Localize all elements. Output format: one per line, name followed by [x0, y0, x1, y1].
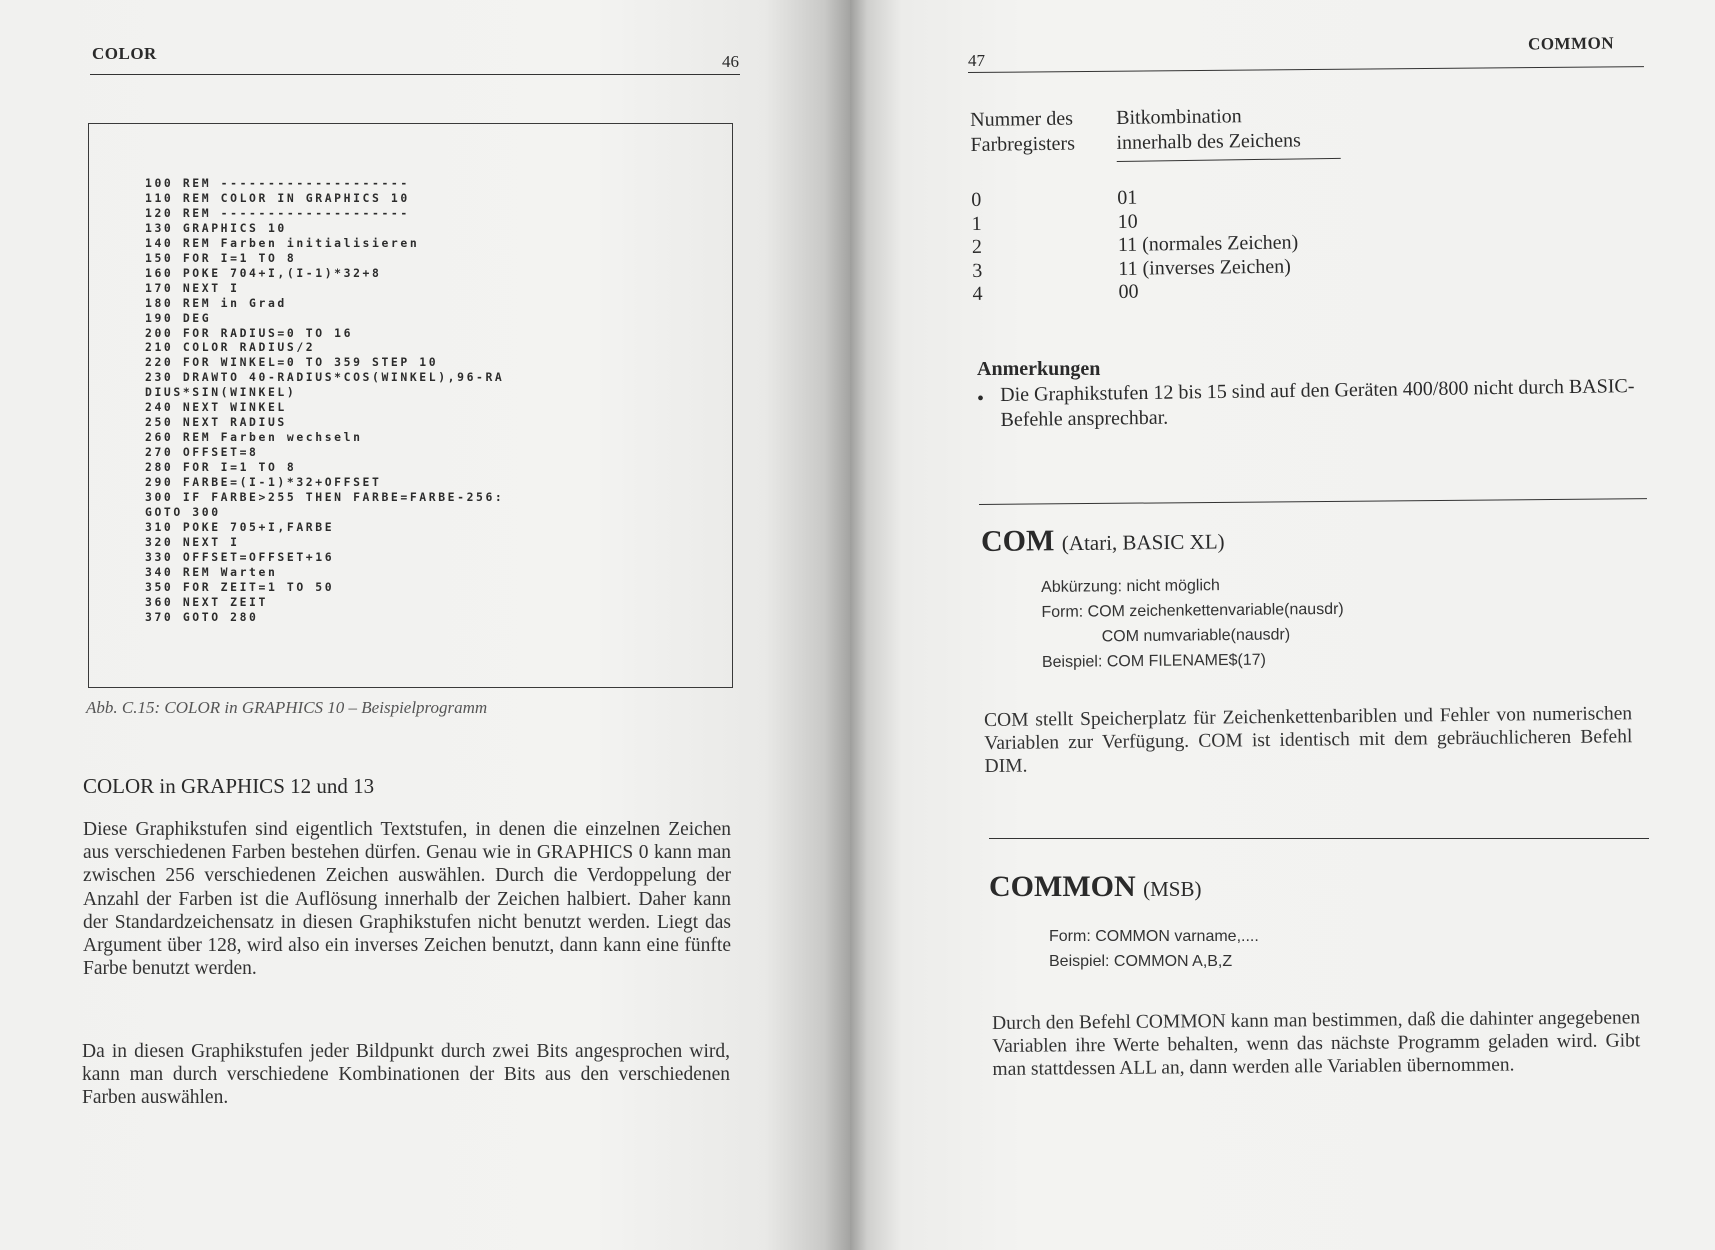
com-syntax-example: Beispiel: COM FILENAME$(17) [1041, 651, 1267, 671]
com-title-text: COM [980, 524, 1055, 558]
running-header-title: COMMON [1527, 33, 1615, 54]
table-cell-register: 2 [971, 235, 983, 258]
right-page [850, 0, 1715, 1250]
listing-line: 360 NEXT ZEIT [145, 594, 268, 609]
section-divider [989, 838, 1649, 839]
table-cell-bits: 01 [1117, 186, 1138, 209]
common-syntax-form: Form: COMMON varname,.... [1049, 928, 1259, 945]
table-cell-bits: 10 [1117, 210, 1138, 233]
listing-line: 250 NEXT RADIUS [145, 415, 287, 430]
listing-line: 140 REM Farben initialisieren [145, 235, 420, 250]
figure-caption: Abb. C.15: COLOR in GRAPHICS 10 – Beispielprogramm [86, 698, 488, 717]
listing-line: 150 FOR I=1 TO 8 [145, 250, 297, 265]
listing-line: 160 POKE 704+I,(I-1)*32+8 [145, 265, 382, 280]
listing-line: 320 NEXT I [145, 534, 240, 549]
listing-line: 300 IF FARBE>255 THEN FARBE=FARBE-256: [145, 490, 505, 505]
common-syntax [1049, 924, 1549, 974]
page-number: 46 [722, 52, 739, 71]
listing-line: 100 REM -------------------- [145, 176, 410, 190]
table-cell-bits: 11 (normales Zeichen) [1117, 231, 1299, 256]
table-cell-register: 1 [971, 212, 982, 235]
table-cell-bits: 11 (inverses Zeichen) [1118, 255, 1291, 280]
table-cell-register: 0 [971, 188, 982, 211]
notes-heading: Anmerkungen [977, 358, 1101, 380]
table-row [971, 182, 1391, 211]
notes-bullet-text: Die Graphikstufen 12 bis 15 sind auf den Geräten 400/800 nicht durch BASIC-Befehle ansprechbar. [1000, 375, 1635, 431]
table-header-rule [1117, 158, 1341, 162]
com-subtitle: (Atari, BASIC XL) [1061, 529, 1225, 556]
table-cell-register: 4 [972, 282, 983, 305]
listing-line: 310 POKE 705+I,FARBE [145, 519, 335, 534]
common-subtitle: (MSB) [1143, 877, 1202, 901]
listing-line: GOTO 300 [145, 504, 221, 519]
listing-line: 280 FOR I=1 TO 8 [145, 460, 297, 475]
program-listing [145, 176, 504, 625]
listing-line: 180 REM in Grad [145, 295, 287, 310]
listing-line: 220 FOR WINKEL=0 TO 359 STEP 10 [145, 355, 439, 370]
listing-line: 240 NEXT WINKEL [145, 400, 287, 415]
table-header-register: Nummer des Farbregisters [970, 107, 1076, 156]
section-heading: COLOR in GRAPHICS 12 und 13 [83, 774, 375, 798]
bullet-marker: • [977, 388, 985, 410]
table-cell-register: 3 [972, 259, 983, 282]
table-row [971, 206, 1391, 235]
header-rule [968, 66, 1644, 73]
common-title [989, 870, 1202, 904]
common-description: Durch den Befehl COMMON kann man bestimmen, daß die dahinter angegebenen Variablen ihre Werte behalten, wenn das nächste Programm geladen wird. Gibt man stattdessen ALL an, dann werden alle Variablen übernommen. [992, 1007, 1641, 1081]
listing-line: 270 OFFSET=8 [145, 445, 259, 460]
listing-line: 350 FOR ZEIT=1 TO 50 [145, 579, 335, 594]
common-title-text: COMMON [989, 870, 1136, 903]
body-paragraph-1: Diese Graphikstufen sind eigentlich Textstufen, in denen die einzelnen Zeichen aus verschiedenen Farben bestehen dürfen. Genau wie in GRAPHICS 0 kann man zwischen 256 verschiedenen Zeichen auswählen. Durch die Verdoppelung der Anzahl der Farben ist die Auflösung innerhalb der Zeichen halbiert. Daher kann der Standardzeichensatz in diesen Graphikstufen nicht benutzt werden. Liegt das Argument über 128, wird also ein inverses Zeichen benutzt, dann kann eine fünfte Farbe benutzt werden. [83, 819, 731, 980]
listing-line: 290 FARBE=(I-1)*32+OFFSET [145, 475, 382, 490]
common-syntax-example: Beispiel: COMMON A,B,Z [1049, 953, 1233, 970]
table-cell-bits: 00 [1118, 280, 1139, 303]
com-syntax-form: Form: COM zeichenkettenvariable(nausdr) [1041, 600, 1344, 621]
header-rule [90, 74, 740, 75]
listing-line: 170 NEXT I [145, 280, 240, 295]
listing-line: 260 REM Farben wechseln [145, 430, 363, 445]
com-syntax-abbr: Abkürzung: nicht möglich [1041, 577, 1220, 596]
listing-line: 330 OFFSET=OFFSET+16 [145, 549, 335, 564]
listing-line: 190 DEG [145, 310, 212, 325]
com-title [981, 522, 1225, 559]
listing-line: 340 REM Warten [145, 564, 278, 579]
listing-line: 370 GOTO 280 [145, 609, 259, 624]
listing-line: DIUS*SIN(WINKEL) [145, 385, 297, 400]
section-divider [979, 498, 1647, 505]
program-listing-box [88, 123, 733, 688]
body-paragraph-2: Da in diesen Graphikstufen jeder Bildpunkt durch zwei Bits angesprochen wird, kann man durch verschiedene Kombinationen der Bits aus den verschiedenen Farben auswählen. [82, 1041, 730, 1109]
page-number: 47 [968, 51, 985, 70]
table-header-bits: Bitkombination innerhalb des Zeichens [1115, 105, 1302, 154]
running-header-title: COLOR [92, 44, 157, 63]
listing-line: 110 REM COLOR IN GRAPHICS 10 [145, 190, 410, 205]
com-syntax [1041, 570, 1542, 675]
com-syntax-form-alt: COM numvariable(nausdr) [1101, 626, 1291, 646]
listing-line: 120 REM -------------------- [145, 205, 410, 220]
table-row [971, 229, 1392, 258]
color-register-table [970, 102, 1390, 305]
listing-line: 210 COLOR RADIUS/2 [145, 340, 316, 355]
left-page [0, 0, 850, 1250]
com-description: COM stellt Speicherplatz für Zeichenkettenbariblen und Fehler von numerischen Variablen zur Verfügung. COM ist identisch mit dem gebräuchlicheren Befehl DIM. [984, 703, 1633, 778]
listing-line: 130 GRAPHICS 10 [145, 220, 287, 235]
listing-line: 200 FOR RADIUS=0 TO 16 [145, 325, 354, 340]
listing-line: 230 DRAWTO 40-RADIUS*COS(WINKEL),96-RA [145, 370, 505, 385]
